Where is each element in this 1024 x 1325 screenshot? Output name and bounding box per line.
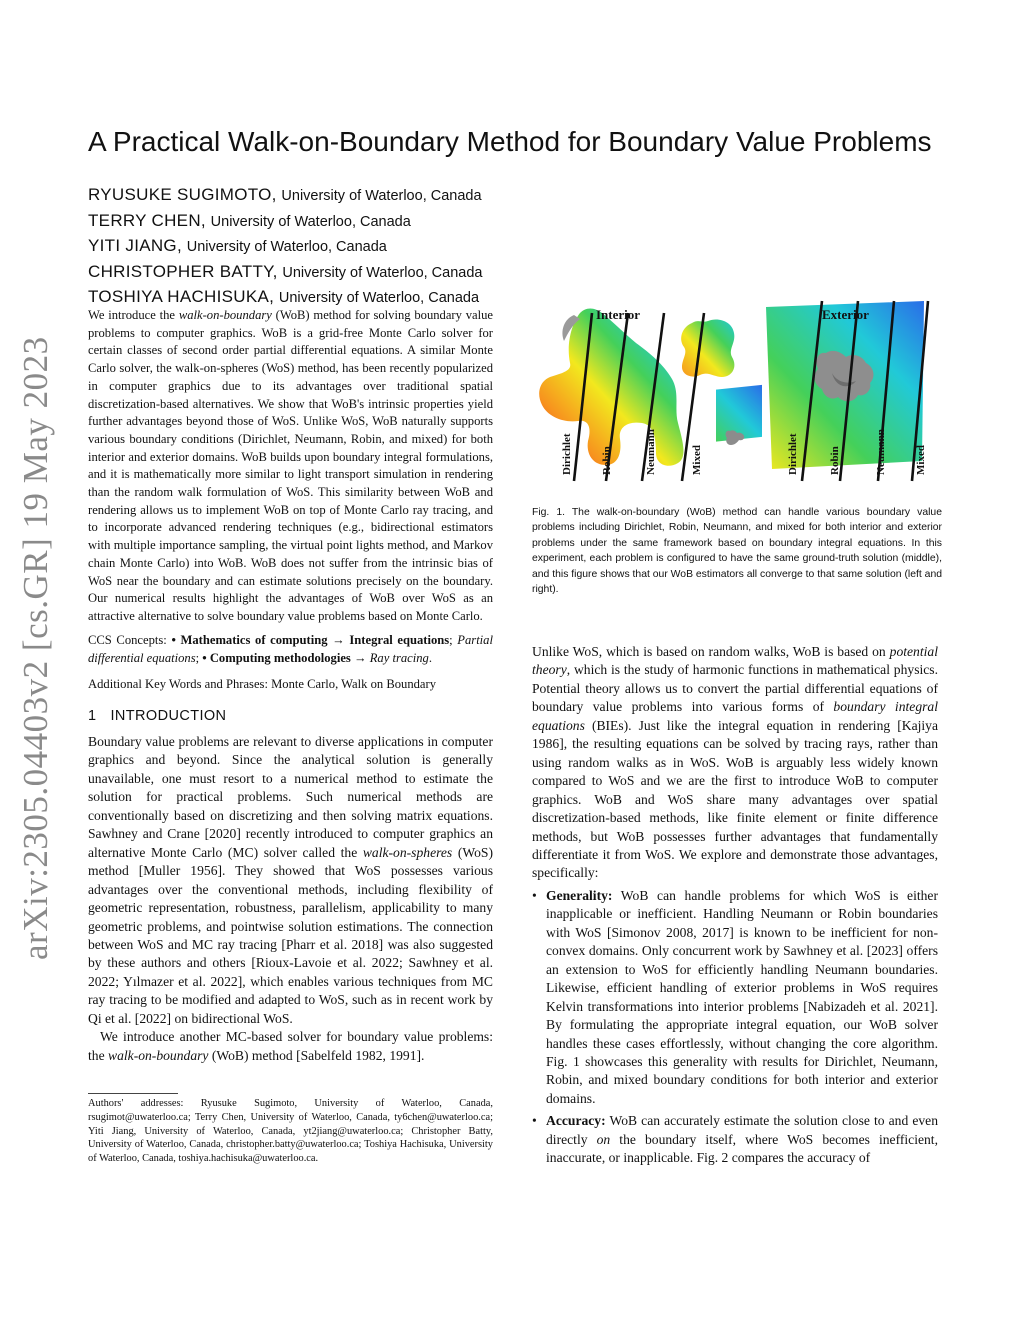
author-entry (88, 260, 528, 286)
ccs-concept: • Computing methodologies → (202, 650, 370, 665)
body-text: Boundary value problems are relevant to diverse applications in computer graphics and beyond. Since the analytical solution is generally unavailable, one must resort to a numerical method to estimate the solution for practical problems. Such numerical methods are conventionally based on discretizing and then solving matrix equations. Sawhney and Crane [2020] recently introduced to computer graphics an alternative Monte Carlo (MC) solver called the (88, 734, 493, 860)
boundary-label: Dirichlet (561, 433, 573, 475)
footnote-divider (88, 1093, 178, 1094)
abstract-text: We introduce the (88, 308, 179, 322)
author-name: TERRY CHEN, (88, 210, 206, 230)
list-item-text: WoB can handle problems for which WoS is either inapplicable or inefficient. Handling Neumann or Robin boundaries with WoS [Simonov 2008, 2017] is known to be inefficient for non-convex domains. Only concurrent work by Sawhney et al. [2023] offers an extension to WoS for efficiently handling Neumann boundaries. Likewise, efficient handling of exterior problems in WoS requires Kelvin transformations into interior problems [Nabizadeh et al. 2021]. By formulating the appropriate integral equation, our WoB solver handles these cases effortlessly, without changing the core algorithm. Fig. 1 showcases this generality with results for Dirichlet, Neumann, Robin, and mixed boundary conditions for both interior and exterior domains. (546, 887, 938, 1106)
author-name: TOSHIYA HACHISUKA, (88, 287, 275, 306)
author-name: YITI JIANG, (88, 236, 182, 255)
author-affiliation: University of Waterloo, Canada (186, 239, 387, 255)
right-column-body (532, 643, 938, 1172)
boundary-label: Neumann (645, 429, 657, 475)
body-term: walk-on-boundary (108, 1047, 209, 1063)
body-text: Unlike WoS, which is based on random walks, WoB is based on (532, 644, 890, 659)
author-affiliation: University of Waterloo, Canada (282, 264, 483, 281)
introduction-body (88, 733, 493, 1065)
paragraph (532, 643, 938, 883)
boundary-label: Mixed (691, 445, 703, 475)
author-entry (88, 234, 528, 260)
ccs-separator: ; (449, 633, 458, 647)
bullet-icon: • (532, 887, 537, 903)
ground-truth-shape (681, 320, 734, 378)
author-list (88, 183, 528, 311)
body-text: (BIEs). Just like the integral equation in rendering [Kajiya 1986], the resulting equations can be solved by tracing rays, rather than using random walks as in WoS. WoB is arguably less widely known compared to WoS and we are the first to introduce WoB to computer graphics. WoB and WoS share many advantages over spatial discretization-based methods, like finite element or finite difference methods, but WoB possesses further advantages that fundamentally differentiate it from WoS. We explore and demonstrate those advantages, specifically: (532, 717, 938, 881)
author-affiliation: University of Waterloo, Canada (210, 213, 411, 230)
boundary-label: Robin (601, 446, 613, 475)
paper-title: A Practical Walk-on-Boundary Method for Boundary Value Problems (88, 126, 932, 157)
body-text: (WoS) method [Muller 1956]. They showed that WoS possesses various advantages over the conventional methods, including flexibility of geometric representation, robustness, parallelism, applicability to many geometric problems, and pointwise solution estimations. The connection between WoS and MC ray tracing [Pharr et al. 2018] was also suggested by these authors and others [Rioux-Lavoie et al. 2022; Sawhney et al. 2022; Yılmazer et al. 2022], which enables various techniques from MC ray tracing to be modified and adapted to WoS, such as in recent work by Qi et al. [2022] on bidirectional WoS. (88, 844, 493, 1026)
body-term: boundary integral equations (532, 699, 938, 733)
body-text: , which is the study of harmonic functions in mathematical physics. Potential theory allows us to convert the partial differential equations of boundary value problems into various forms of (532, 662, 938, 715)
figure-caption (532, 505, 942, 598)
figure-illustration (532, 293, 944, 488)
ccs-concept: • Mathematics of computing → Integral equations (171, 633, 450, 647)
ccs-concepts (88, 632, 493, 667)
author-name: RYUSUKE SUGIMOTO, (88, 185, 277, 204)
author-entry (88, 209, 528, 235)
section-title: INTRODUCTION (110, 708, 227, 724)
boundary-label: Mixed (915, 445, 927, 475)
abstract (88, 307, 493, 626)
section-heading (88, 708, 226, 724)
paragraph (88, 733, 493, 1028)
section-number: 1 (88, 708, 97, 724)
figure-heading-interior: Interior (596, 307, 641, 322)
ccs-separator: . (428, 650, 432, 665)
arxiv-identifier: arXiv:2305.04403v2 [cs.GR] 19 May 2023 (16, 336, 55, 960)
figure-1 (532, 293, 944, 488)
ccs-label: CCS Concepts: (88, 633, 172, 647)
footnote (88, 1097, 493, 1166)
ccs-concept: Partial differential equations (88, 633, 493, 665)
keywords: Additional Key Words and Phrases: Monte Carlo, Walk on Boundary (88, 677, 436, 691)
author-name: CHRISTOPHER BATTY, (88, 261, 278, 281)
bullet-icon: • (532, 1113, 537, 1129)
author-affiliation: University of Waterloo, Canada (278, 290, 480, 306)
body-text: We introduce another MC-based solver for boundary value problems: the (88, 1029, 493, 1063)
footnote-text: Authors' addresses: Ryusuke Sugimoto, University of Waterloo, Canada, rsugimot@uwaterloo.ca; Terry Chen, University of Waterloo, Canada, ty6chen@uwaterloo.ca; Yiti Jiang, University of Waterloo, Canada, yt2jiang@uwaterloo.ca; Christopher Batty, University of Waterloo, Canada, christopher.batty@uwaterloo.ca; Toshiya Hachisuka, University of Waterloo, Canada, toshiya.hachisuka@uwaterloo.ca. (88, 1098, 493, 1165)
list-item (532, 887, 938, 1108)
abstract-text: (WoB) method for solving boundary value problems to computer graphics. WoB is a grid-free Monte Carlo solver for certain classes of second order partial differential equations. A similar Monte Carlo solver, the walk-on-spheres (WoS) method, has been recently popularized in computer graphics due to its advantages over traditional spatial discretization-based alternatives. We show that WoB's intrinsic properties yield further advantages beyond those of WoS. Unlike WoS, WoB naturally supports various boundary conditions (Dirichlet, Neumann, Robin, and mixed) for both interior and exterior domains. WoB builds upon boundary integral formulations, and it is mathematically more similar to light transport simulation in rendering than the random walk formulation of WoS. This similarity between WoB and rendering allows us to implement WoB on top of Monte Carlo ray tracing, and to incorporate advanced rendering techniques (e.g., bidirectional estimators with multiple importance sampling, the virtual point lights method, and Markov chain Monte Carlo) into WoB. WoB does not suffer from the intrinsic bias of WoS near the boundary and can estimate solutions precisely on the boundary. Our numerical results highlight the advantages of WoB over WoS as an attractive alternative to solve boundary value problems based on Monte Carlo. (88, 308, 493, 623)
author-affiliation: University of Waterloo, Canada (281, 188, 482, 204)
boundary-label: Robin (829, 446, 841, 475)
body-term: walk-on-spheres (362, 844, 453, 860)
boundary-label: Neumann (875, 429, 887, 475)
list-item-heading: Accuracy: (546, 1113, 606, 1129)
list-item-text: WoB can accurately estimate the solution close to and even directly (546, 1113, 938, 1147)
paragraph (88, 1028, 493, 1065)
list-item-heading: Generality: (546, 887, 613, 903)
caption-text: Fig. 1. The walk-on-boundary (WoB) method can handle various boundary value problems including Dirichlet, Robin, Neumann, and mixed for both interior and exterior problems under the same framework based on boundary integral equations. In this experiment, each problem is configured to have the same ground-truth solution (middle), and this figure shows that our WoB estimators all converge to that same solution (left and right). (532, 507, 942, 596)
body-text: (WoB) method [Sabelfeld 1982, 1991]. (208, 1047, 425, 1063)
advantages-list (532, 887, 938, 1168)
body-term: potential theory (532, 644, 938, 678)
abstract-term: walk-on-boundary (178, 308, 272, 322)
ccs-separator: ; (195, 650, 203, 665)
author-entry (88, 183, 528, 209)
list-item (532, 1112, 938, 1167)
boundary-label: Dirichlet (787, 433, 799, 475)
list-item-term: on (596, 1131, 611, 1147)
list-item-text: the boundary itself, where WoS becomes inefficient, inaccurate, or inapplicable. Fig. 2 compares the accuracy of (546, 1131, 938, 1166)
figure-heading-exterior: Exterior (822, 307, 869, 322)
ccs-concept: Ray tracing (369, 650, 429, 665)
